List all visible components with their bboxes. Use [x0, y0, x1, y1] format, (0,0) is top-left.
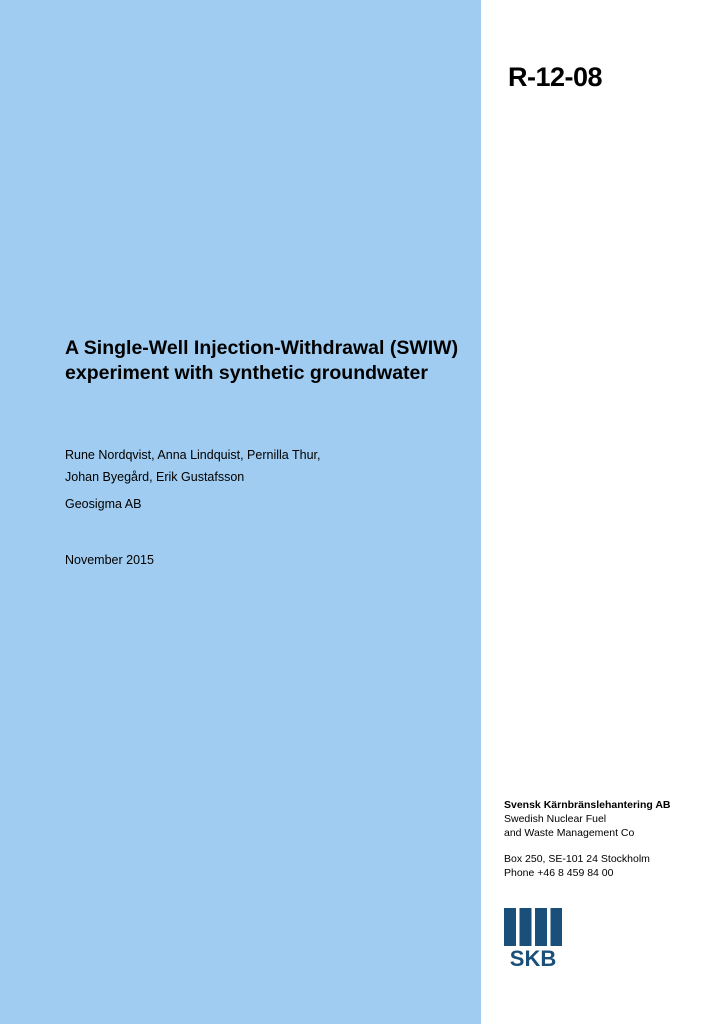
author-line-2: Johan Byegård, Erik Gustafsson: [65, 470, 245, 484]
publisher-address: [504, 852, 704, 880]
publisher-line-4: Phone +46 8 459 84 00: [504, 867, 614, 879]
author-list: [65, 444, 465, 488]
publisher-block: [504, 798, 704, 880]
publisher-line-2: and Waste Management Co: [504, 827, 635, 839]
skb-logo: [504, 908, 562, 970]
organization-name: Geosigma AB: [65, 497, 142, 511]
skb-logo-icon: [504, 908, 562, 970]
publisher-line-1: Swedish Nuclear Fuel: [504, 813, 607, 825]
publisher-name: Svensk Kärnbränslehantering AB: [504, 799, 671, 811]
author-line-1: Rune Nordqvist, Anna Lindquist, Pernilla Thur,: [65, 448, 321, 462]
report-number: R-12-08: [508, 62, 603, 92]
page-title: A Single-Well Injection-Withdrawal (SWIW) experiment with synthetic groundwater: [65, 337, 459, 384]
svg-text:SKB: SKB: [509, 946, 557, 970]
publisher-line-3: Box 250, SE-101 24 Stockholm: [504, 853, 650, 865]
publication-date: November 2015: [65, 553, 154, 567]
